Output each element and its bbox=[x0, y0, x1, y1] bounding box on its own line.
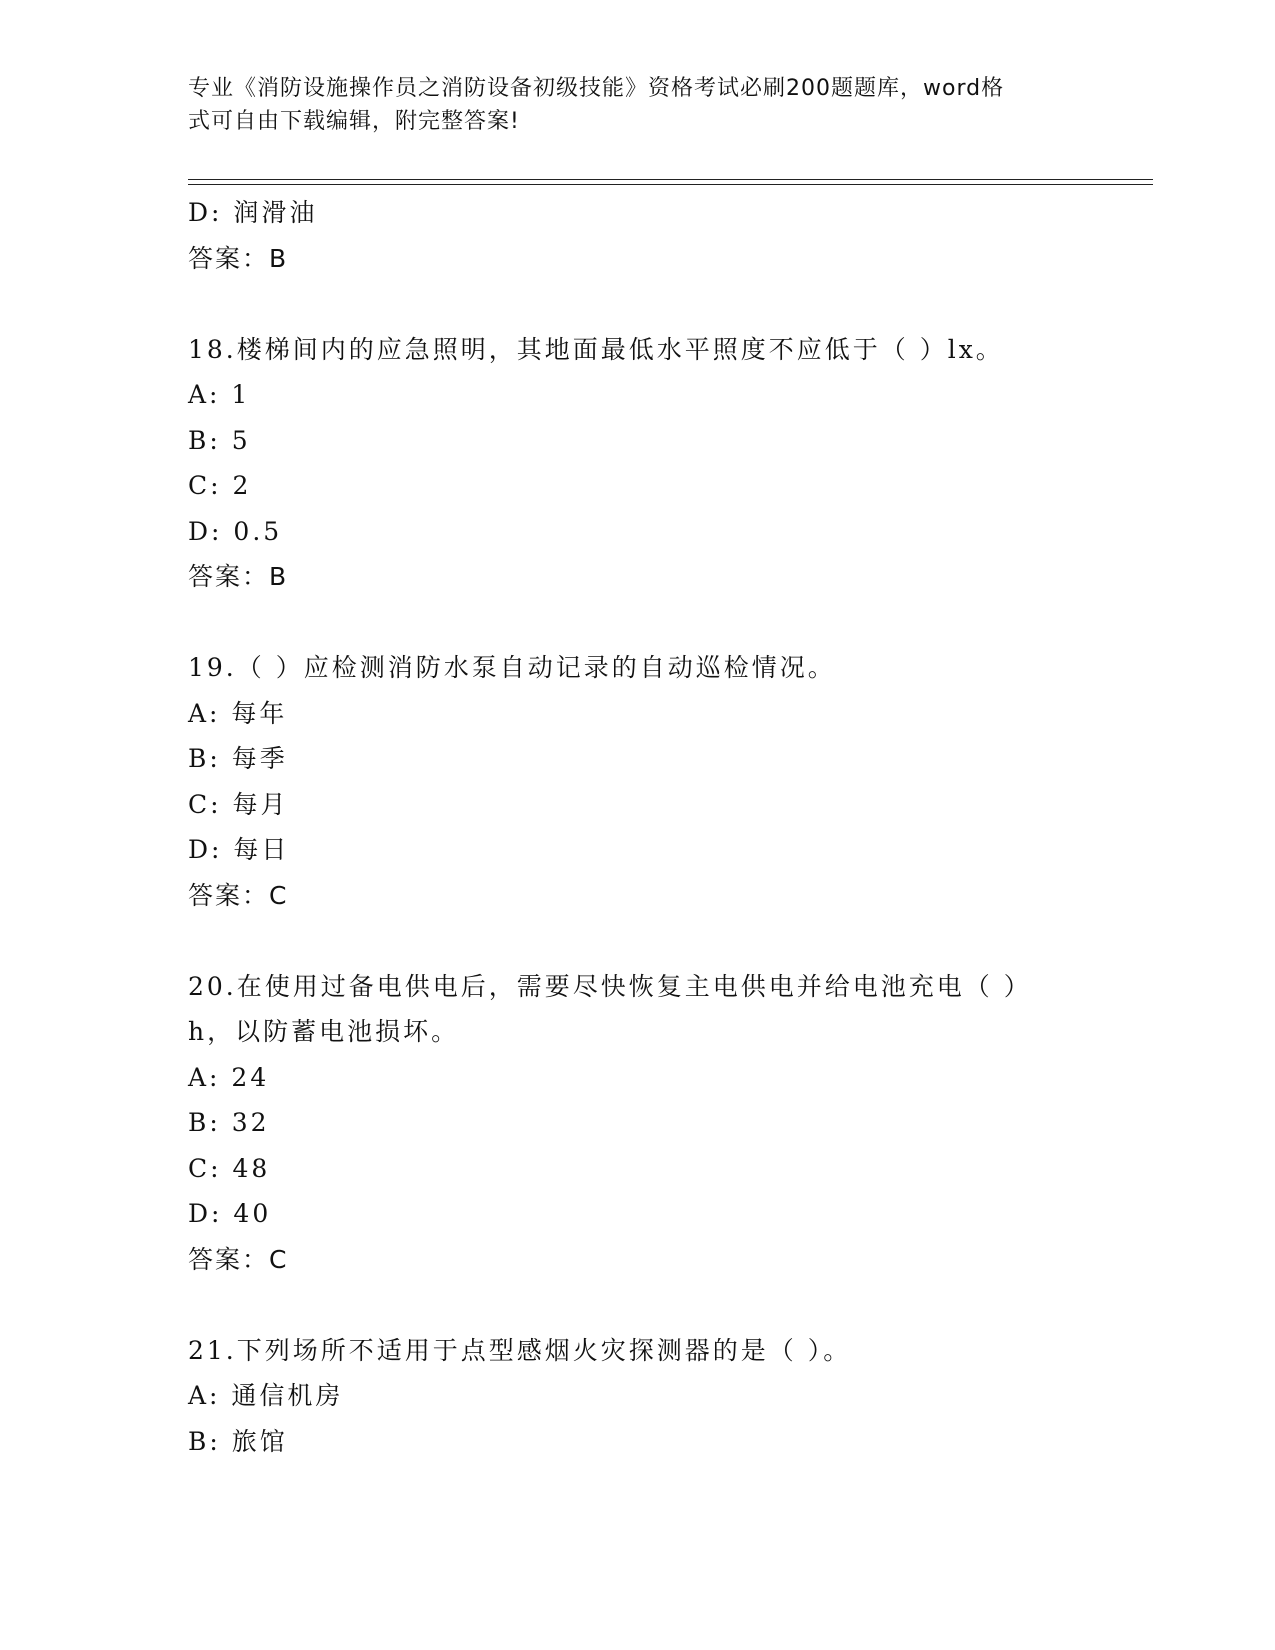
option-a: A: 24 bbox=[188, 1062, 270, 1092]
header-line-1: 专业《消防设施操作员之消防设备初级技能》资格考试必刷200题题库，word格 bbox=[188, 76, 1005, 101]
prev-question-answer: 答案：B bbox=[188, 243, 289, 273]
option-d: D: 40 bbox=[188, 1199, 272, 1228]
question-stem: 18.楼梯间内的应急照明，其地面最低水平照度不应低于（ ）lx。 bbox=[188, 334, 1004, 364]
document-header bbox=[188, 72, 1068, 138]
question-19 bbox=[188, 645, 1153, 918]
question-stem-line-2: h，以防蓄电池损坏。 bbox=[188, 1017, 460, 1046]
option-b: B: 32 bbox=[188, 1108, 270, 1137]
answer: 答案：C bbox=[188, 880, 289, 910]
option-c: C: 48 bbox=[188, 1153, 271, 1183]
option-a: A: 每年 bbox=[188, 698, 288, 728]
spacer bbox=[188, 281, 1153, 327]
header-divider-top bbox=[188, 179, 1153, 180]
answer: 答案：B bbox=[188, 562, 289, 591]
question-20 bbox=[188, 964, 1153, 1283]
option-b: B: 5 bbox=[188, 425, 251, 455]
question-list bbox=[188, 190, 1153, 1464]
option-a: A: 通信机房 bbox=[188, 1381, 344, 1410]
question-18 bbox=[188, 327, 1153, 600]
question-stem: 19.（ ）应检测消防水泵自动记录的自动巡检情况。 bbox=[188, 653, 836, 682]
option-c: C: 每月 bbox=[188, 789, 289, 819]
spacer bbox=[188, 918, 1153, 964]
option-d: D: 0.5 bbox=[188, 516, 283, 546]
option-d: D: 每日 bbox=[188, 835, 290, 864]
answer: 答案：C bbox=[188, 1244, 289, 1274]
prev-question-option-d: D: 润滑油 bbox=[188, 198, 318, 227]
question-stem: 21.下列场所不适用于点型感烟火灾探测器的是（ ）。 bbox=[188, 1335, 852, 1365]
question-21 bbox=[188, 1328, 1153, 1465]
option-c: C: 2 bbox=[188, 471, 252, 500]
question-stem-line-1: 20.在使用过备电供电后，需要尽快恢复主电供电并给电池充电（ ） bbox=[188, 971, 1032, 1001]
header-divider-bottom bbox=[188, 184, 1153, 185]
header-line-2: 式可自由下载编辑，附完整答案! bbox=[188, 109, 520, 134]
option-b: B: 旅馆 bbox=[188, 1426, 288, 1456]
spacer bbox=[188, 1282, 1153, 1328]
option-b: B: 每季 bbox=[188, 744, 288, 773]
option-a: A: 1 bbox=[188, 380, 251, 409]
spacer bbox=[188, 600, 1153, 646]
